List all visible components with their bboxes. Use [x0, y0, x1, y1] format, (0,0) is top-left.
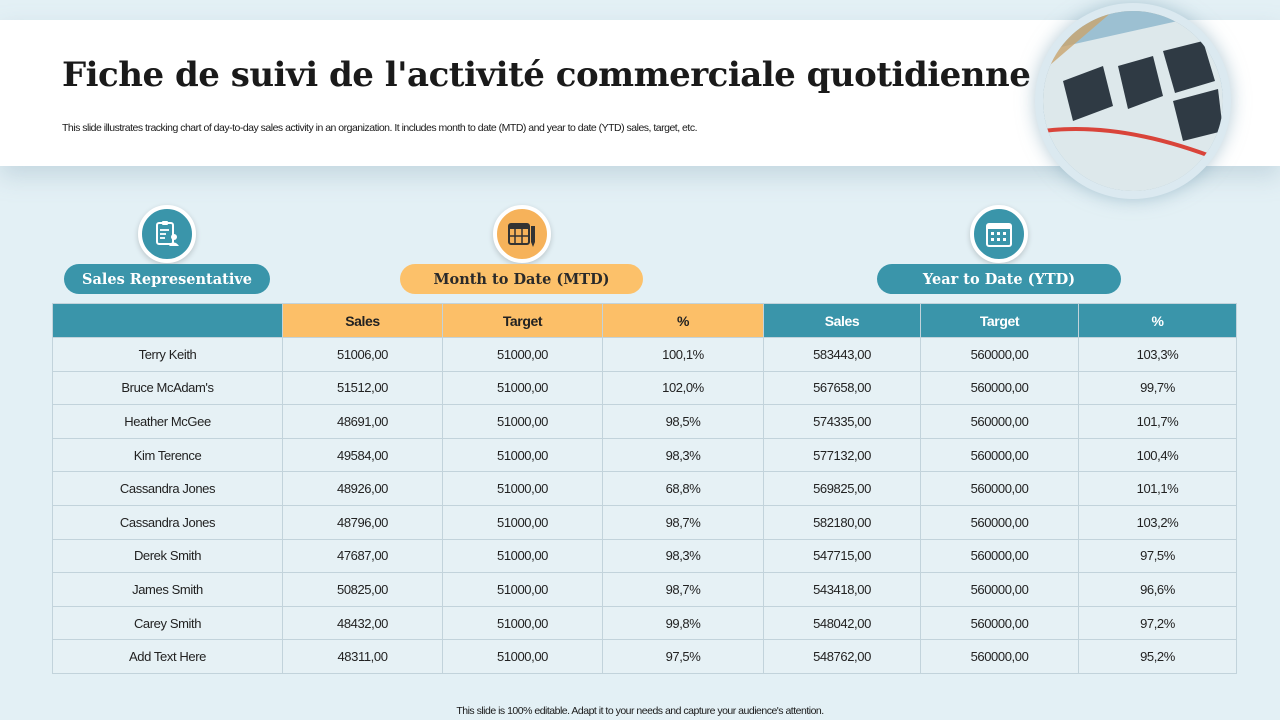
ytd-pct-cell: 103,3% [1079, 338, 1237, 372]
sales-rep-pill: Sales Representative [64, 264, 270, 294]
mtd-target-cell: 51000,00 [443, 438, 603, 472]
calendar-pencil-icon [506, 218, 538, 250]
rep-name-cell: Derek Smith [53, 539, 283, 573]
col-header-rep [53, 304, 283, 338]
ytd-target-cell: 560000,00 [921, 573, 1079, 607]
mtd-target-cell: 51000,00 [443, 338, 603, 372]
mtd-sales-cell: 49584,00 [283, 438, 443, 472]
mtd-pct-cell: 98,7% [603, 505, 764, 539]
mtd-pill: Month to Date (MTD) [400, 264, 643, 294]
mtd-target-cell: 51000,00 [443, 573, 603, 607]
ytd-pill: Year to Date (YTD) [877, 264, 1121, 294]
ytd-pct-cell: 103,2% [1079, 505, 1237, 539]
ytd-sales-cell: 543418,00 [764, 573, 921, 607]
ytd-pct-cell: 95,2% [1079, 640, 1237, 674]
table-row [53, 640, 1237, 674]
ytd-icon [970, 205, 1028, 263]
ytd-sales-cell: 574335,00 [764, 405, 921, 439]
ytd-target-cell: 560000,00 [921, 539, 1079, 573]
ytd-sales-cell: 547715,00 [764, 539, 921, 573]
ytd-target-cell: 560000,00 [921, 405, 1079, 439]
table-header-row [53, 304, 1237, 338]
mtd-target-cell: 51000,00 [443, 371, 603, 405]
ytd-sales-cell: 583443,00 [764, 338, 921, 372]
chart-photo [1043, 11, 1223, 191]
mtd-target-cell: 51000,00 [443, 539, 603, 573]
ytd-target-cell: 560000,00 [921, 640, 1079, 674]
col-header-ytd-sales: Sales [764, 304, 921, 338]
sales-tracking-table [52, 303, 1237, 674]
mtd-icon [493, 205, 551, 263]
mtd-pct-cell: 102,0% [603, 371, 764, 405]
table-row [53, 505, 1237, 539]
mtd-sales-cell: 48432,00 [283, 606, 443, 640]
ytd-target-cell: 560000,00 [921, 438, 1079, 472]
mtd-target-cell: 51000,00 [443, 505, 603, 539]
ytd-sales-cell: 577132,00 [764, 438, 921, 472]
ytd-sales-cell: 567658,00 [764, 371, 921, 405]
sales-rep-icon [138, 205, 196, 263]
ytd-sales-cell: 548762,00 [764, 640, 921, 674]
table-row [53, 539, 1237, 573]
ytd-pct-cell: 97,2% [1079, 606, 1237, 640]
ytd-target-cell: 560000,00 [921, 505, 1079, 539]
mtd-pct-cell: 97,5% [603, 640, 764, 674]
ytd-pct-cell: 97,5% [1079, 539, 1237, 573]
table-row [53, 405, 1237, 439]
ytd-sales-cell: 548042,00 [764, 606, 921, 640]
mtd-sales-cell: 47687,00 [283, 539, 443, 573]
footer-note: This slide is 100% editable. Adapt it to your needs and capture your audience's attention. [456, 705, 824, 717]
mtd-sales-cell: 50825,00 [283, 573, 443, 607]
mtd-sales-cell: 48796,00 [283, 505, 443, 539]
table-row [53, 472, 1237, 506]
rep-name-cell: Carey Smith [53, 606, 283, 640]
table-row [53, 338, 1237, 372]
col-header-mtd-target: Target [443, 304, 603, 338]
ytd-pct-cell: 96,6% [1079, 573, 1237, 607]
page-title: Fiche de suivi de l'activité commerciale quotidienne [62, 55, 1031, 95]
rep-name-cell: Cassandra Jones [53, 472, 283, 506]
col-header-mtd-pct: % [603, 304, 764, 338]
table-row [53, 371, 1237, 405]
mtd-pct-cell: 68,8% [603, 472, 764, 506]
mtd-sales-cell: 48311,00 [283, 640, 443, 674]
ytd-pct-cell: 101,7% [1079, 405, 1237, 439]
ytd-target-cell: 560000,00 [921, 472, 1079, 506]
mtd-pct-cell: 98,7% [603, 573, 764, 607]
mtd-sales-cell: 51006,00 [283, 338, 443, 372]
mtd-sales-cell: 48926,00 [283, 472, 443, 506]
rep-name-cell: Add Text Here [53, 640, 283, 674]
mtd-target-cell: 51000,00 [443, 606, 603, 640]
ytd-sales-cell: 569825,00 [764, 472, 921, 506]
mtd-pct-cell: 100,1% [603, 338, 764, 372]
table-row [53, 606, 1237, 640]
ytd-pct-cell: 101,1% [1079, 472, 1237, 506]
rep-name-cell: James Smith [53, 573, 283, 607]
mtd-pct-cell: 98,3% [603, 438, 764, 472]
ytd-target-cell: 560000,00 [921, 338, 1079, 372]
col-header-ytd-target: Target [921, 304, 1079, 338]
col-header-ytd-pct: % [1079, 304, 1237, 338]
ytd-target-cell: 560000,00 [921, 606, 1079, 640]
calendar-icon [984, 219, 1014, 249]
rep-name-cell: Terry Keith [53, 338, 283, 372]
mtd-pct-cell: 98,5% [603, 405, 764, 439]
rep-name-cell: Bruce McAdam's [53, 371, 283, 405]
ytd-target-cell: 560000,00 [921, 371, 1079, 405]
mtd-pct-cell: 99,8% [603, 606, 764, 640]
ytd-pct-cell: 100,4% [1079, 438, 1237, 472]
mtd-pct-cell: 98,3% [603, 539, 764, 573]
mtd-target-cell: 51000,00 [443, 472, 603, 506]
rep-name-cell: Kim Terence [53, 438, 283, 472]
col-header-mtd-sales: Sales [283, 304, 443, 338]
ytd-pct-cell: 99,7% [1079, 371, 1237, 405]
mtd-sales-cell: 51512,00 [283, 371, 443, 405]
table-row [53, 438, 1237, 472]
clipboard-user-icon [152, 219, 182, 249]
table-row [53, 573, 1237, 607]
mtd-target-cell: 51000,00 [443, 640, 603, 674]
mtd-target-cell: 51000,00 [443, 405, 603, 439]
ytd-sales-cell: 582180,00 [764, 505, 921, 539]
rep-name-cell: Cassandra Jones [53, 505, 283, 539]
rep-name-cell: Heather McGee [53, 405, 283, 439]
mtd-sales-cell: 48691,00 [283, 405, 443, 439]
page-subtitle: This slide illustrates tracking chart of day-to-day sales activity in an organization. It includes month to date (MTD) and year to date (YTD) sales, target, etc. [62, 122, 697, 134]
